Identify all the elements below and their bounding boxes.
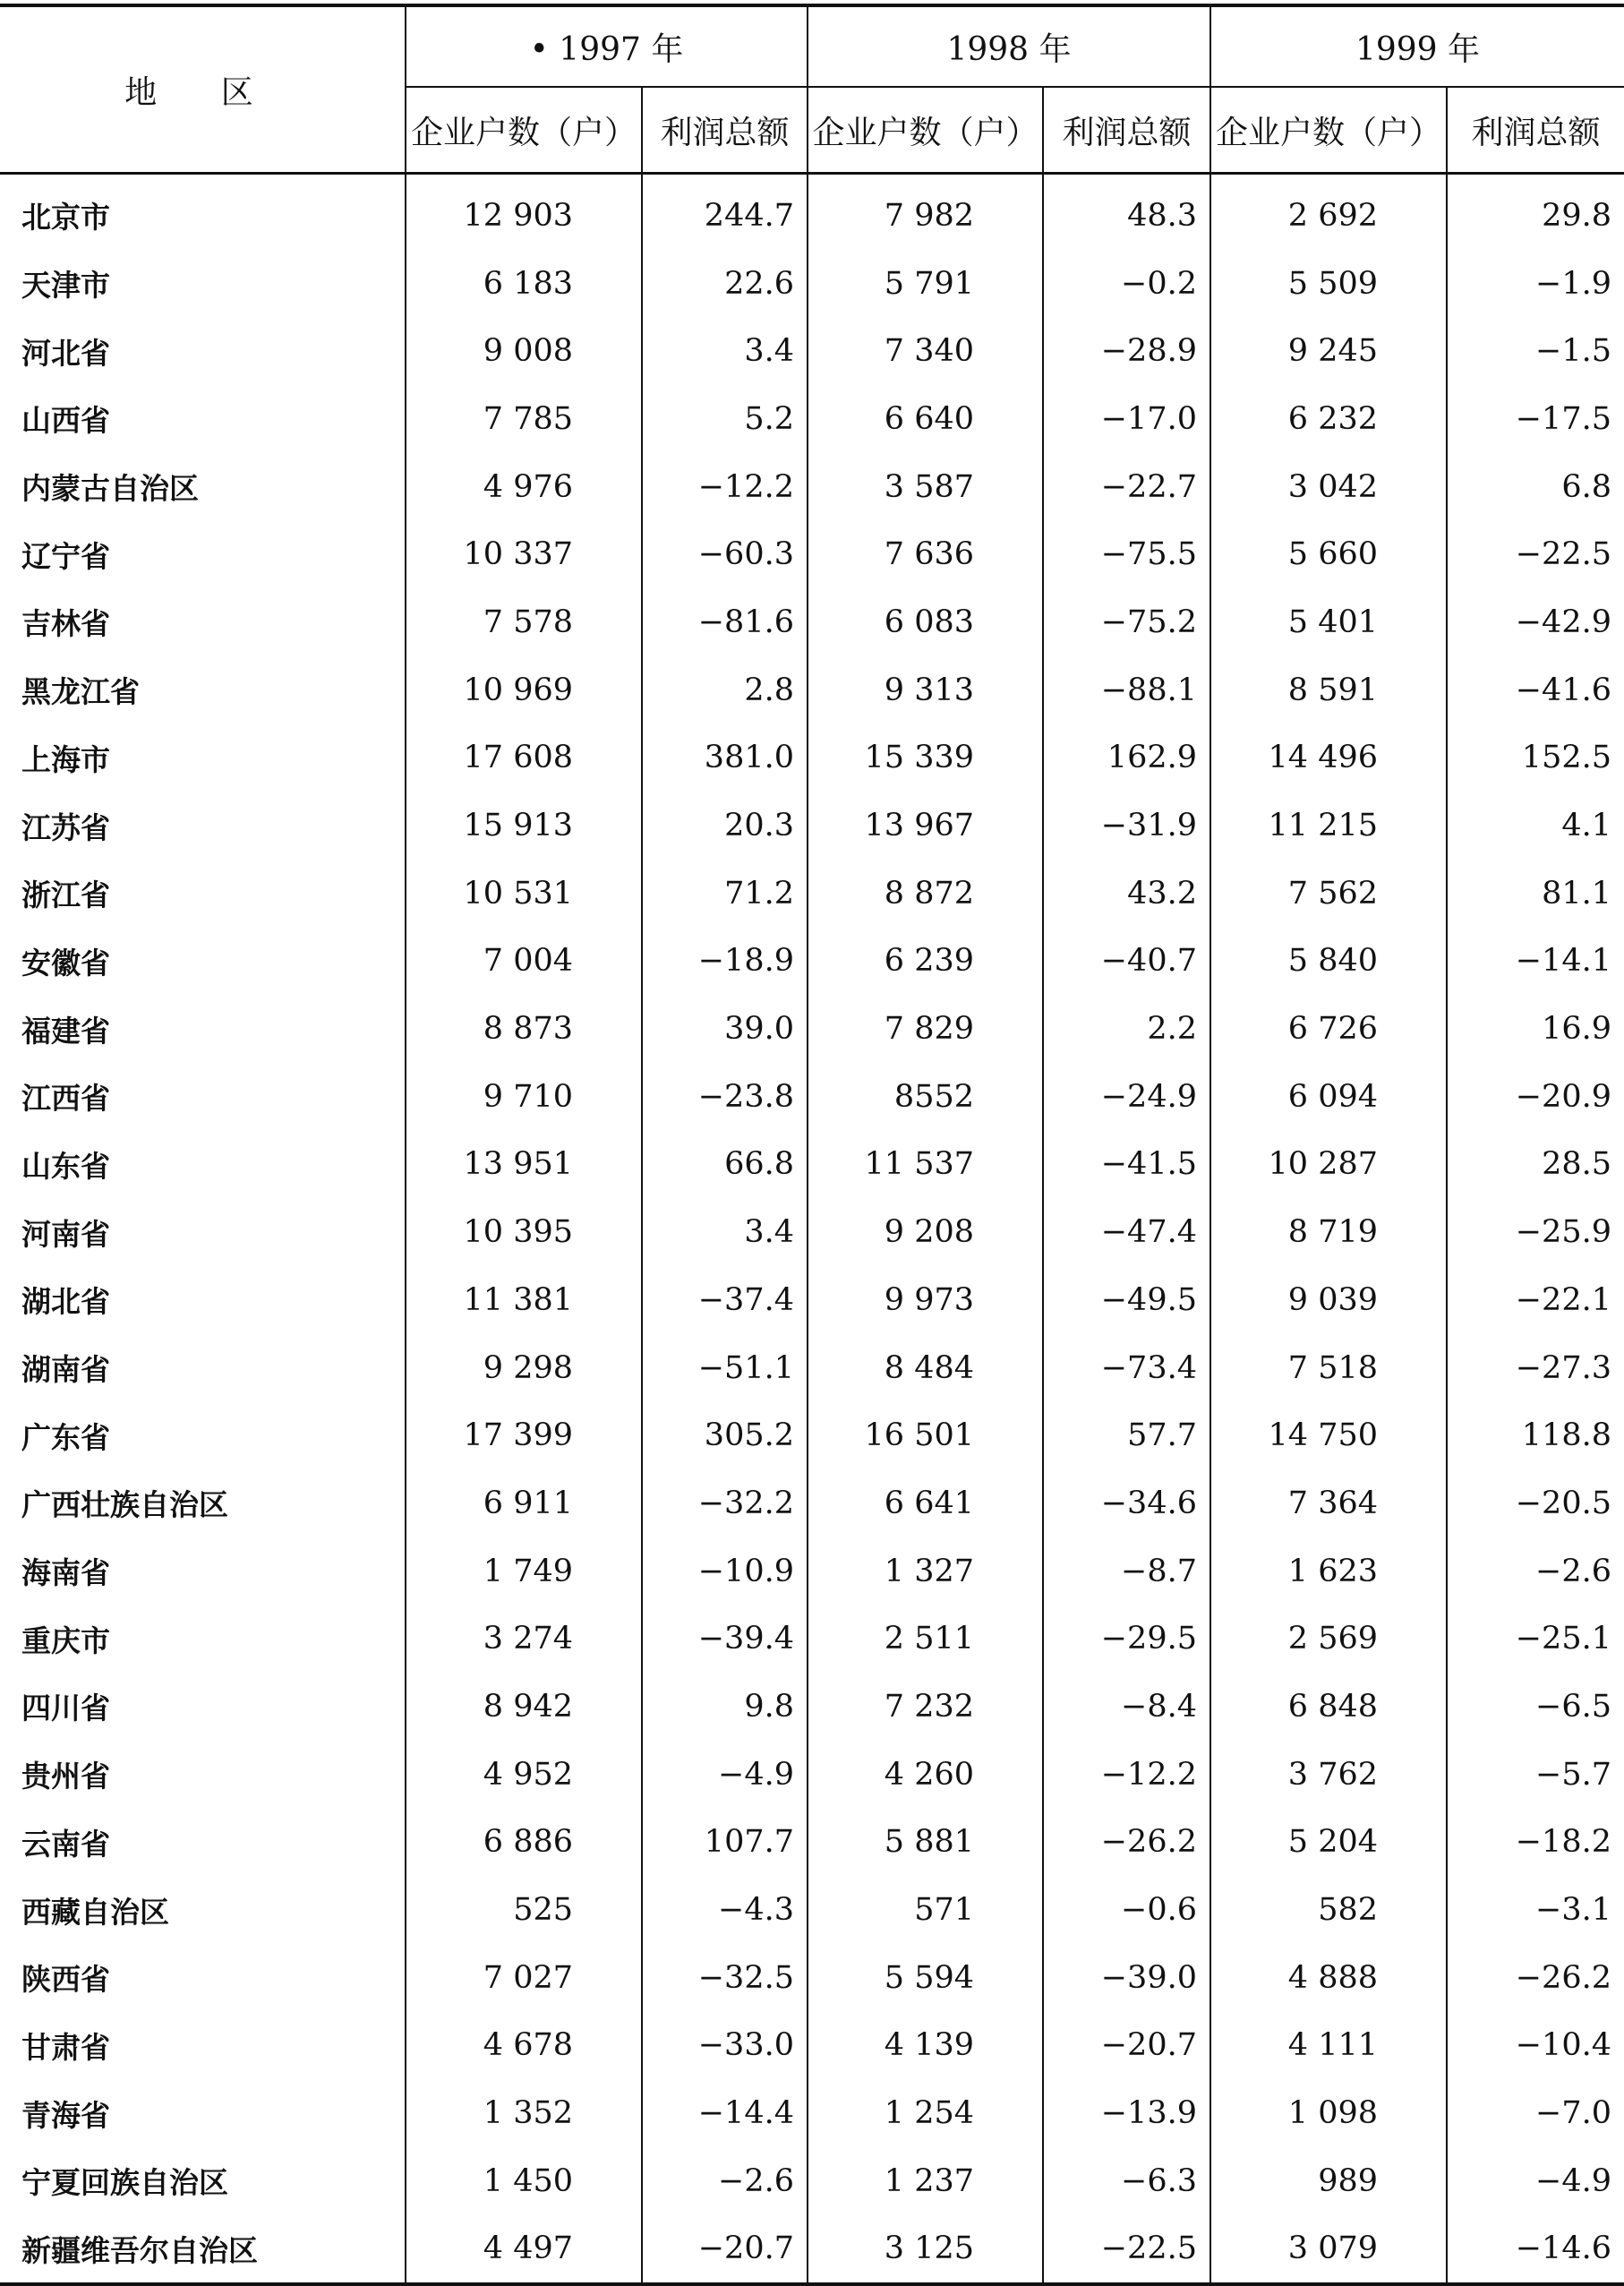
profit-1998-cell: −88.1 — [1043, 656, 1210, 724]
profit-1998-cell: −17.0 — [1043, 385, 1210, 453]
region-name-cell: 海南省 — [21, 1555, 110, 1591]
profit-1997-cell: 71.2 — [642, 860, 808, 928]
region-name-cell: 宁夏回族自治区 — [21, 2165, 228, 2201]
region-name-cell: 浙江省 — [21, 878, 110, 913]
profit-1999-cell: −1.5 — [1447, 317, 1624, 385]
count-1999-cell: 9 245 — [1210, 317, 1447, 385]
profit-1998-cell: 57.7 — [1043, 1401, 1210, 1469]
region-name-cell: 安徽省 — [21, 945, 110, 980]
profit-1997-cell: −12.2 — [642, 453, 808, 521]
count-1999-cell: 2 692 — [1210, 174, 1447, 250]
count-1997-cell: 7 027 — [406, 1944, 642, 2012]
table-row — [0, 1131, 1624, 1199]
region-name-cell: 辽宁省 — [21, 538, 110, 574]
count-1998-cell: 7 982 — [808, 174, 1043, 250]
count-1997-cell: 17 608 — [406, 724, 642, 792]
profit-1998-cell: −8.4 — [1043, 1673, 1210, 1741]
profit-1998-cell: −40.7 — [1043, 928, 1210, 996]
count-1997-cell: 1 352 — [406, 2079, 642, 2147]
table-row — [0, 1809, 1624, 1877]
profit-1999-cell: −2.6 — [1447, 1537, 1624, 1605]
profit-1999-cell: −18.2 — [1447, 1809, 1624, 1877]
profit-1997-cell: −18.9 — [642, 928, 808, 996]
profit-1999-cell: −14.1 — [1447, 928, 1624, 996]
count-1997-cell: 9 298 — [406, 1334, 642, 1402]
region-header: 地 区 — [0, 5, 406, 174]
profit-1999-cell: 118.8 — [1447, 1401, 1624, 1469]
count-1998-cell: 5 594 — [808, 1944, 1043, 2012]
table-row — [0, 2147, 1624, 2215]
profit-1997-cell: −39.4 — [642, 1605, 808, 1673]
profit-1999-cell: −22.1 — [1447, 1266, 1624, 1334]
profit-1999-cell: 152.5 — [1447, 724, 1624, 792]
table-row — [0, 1741, 1624, 1809]
count-1998-cell: 16 501 — [808, 1401, 1043, 1469]
year-header-1997: • 1997 年 — [406, 5, 808, 87]
count-1997-cell: 6 911 — [406, 1469, 642, 1537]
count-header: 企业户数（户） — [808, 87, 1043, 174]
profit-1999-cell: 29.8 — [1447, 174, 1624, 250]
profit-1997-cell: 244.7 — [642, 174, 808, 250]
table-row — [0, 317, 1624, 385]
profit-1998-cell: −24.9 — [1043, 1063, 1210, 1131]
table-row — [0, 995, 1624, 1063]
region-name-cell: 内蒙古自治区 — [21, 471, 199, 507]
profit-1997-cell: −10.9 — [642, 1537, 808, 1605]
count-1999-cell: 5 509 — [1210, 250, 1447, 318]
count-1997-cell: 10 337 — [406, 520, 642, 588]
count-1999-cell: 6 848 — [1210, 1673, 1447, 1741]
count-1998-cell: 4 260 — [808, 1741, 1043, 1809]
count-1999-cell: 8 591 — [1210, 656, 1447, 724]
count-1997-cell: 7 785 — [406, 385, 642, 453]
count-1998-cell: 1 327 — [808, 1537, 1043, 1605]
profit-1997-cell: −23.8 — [642, 1063, 808, 1131]
profit-1998-cell: −39.0 — [1043, 1944, 1210, 2012]
profit-1998-cell: −34.6 — [1043, 1469, 1210, 1537]
count-1998-cell: 3 125 — [808, 2215, 1043, 2285]
count-1998-cell: 8552 — [808, 1063, 1043, 1131]
profit-1998-cell: −75.5 — [1043, 520, 1210, 588]
profit-1997-cell: 3.4 — [642, 1198, 808, 1266]
profit-1998-cell: 162.9 — [1043, 724, 1210, 792]
profit-1998-cell: −8.7 — [1043, 1537, 1210, 1605]
count-1997-cell: 525 — [406, 1876, 642, 1944]
count-1998-cell: 13 967 — [808, 792, 1043, 860]
count-1997-cell: 8 942 — [406, 1673, 642, 1741]
count-1997-cell: 12 903 — [406, 174, 642, 250]
count-1999-cell: 7 364 — [1210, 1469, 1447, 1537]
region-name-cell: 青海省 — [21, 2097, 110, 2133]
region-name-cell: 河南省 — [21, 1216, 110, 1252]
count-1999-cell: 1 623 — [1210, 1537, 1447, 1605]
region-name-cell: 山东省 — [21, 1148, 110, 1184]
profit-1997-cell: 381.0 — [642, 724, 808, 792]
profit-1998-cell: −22.5 — [1043, 2215, 1210, 2285]
profit-1997-cell: −4.9 — [642, 1741, 808, 1809]
count-1998-cell: 5 791 — [808, 250, 1043, 318]
profit-1997-cell: −20.7 — [642, 2215, 808, 2285]
count-header: 企业户数（户） — [1210, 87, 1447, 174]
profit-1999-cell: −6.5 — [1447, 1673, 1624, 1741]
region-name-cell: 新疆维吾尔自治区 — [0, 2215, 406, 2285]
profit-1999-cell: 6.8 — [1447, 453, 1624, 521]
profit-1998-cell: −26.2 — [1043, 1809, 1210, 1877]
profit-1997-cell: 9.8 — [642, 1673, 808, 1741]
count-1997-cell: 15 913 — [406, 792, 642, 860]
count-1998-cell: 7 829 — [808, 995, 1043, 1063]
table-row — [0, 1537, 1624, 1605]
count-1998-cell: 6 239 — [808, 928, 1043, 996]
profit-1999-cell: −4.9 — [1447, 2147, 1624, 2215]
profit-1999-cell: −5.7 — [1447, 1741, 1624, 1809]
table-row — [0, 724, 1624, 792]
count-1998-cell: 6 640 — [808, 385, 1043, 453]
profit-1999-cell: −1.9 — [1447, 250, 1624, 318]
count-1998-cell: 11 537 — [808, 1131, 1043, 1199]
region-name-cell: 广西壮族自治区 — [21, 1487, 228, 1523]
profit-1997-cell: 22.6 — [642, 250, 808, 318]
profit-1998-cell: −41.5 — [1043, 1131, 1210, 1199]
region-name-cell: 山西省 — [21, 403, 110, 439]
count-1999-cell: 5 660 — [1210, 520, 1447, 588]
profit-1999-cell: −25.1 — [1447, 1605, 1624, 1673]
count-1997-cell: 1 450 — [406, 2147, 642, 2215]
count-1999-cell: 7 562 — [1210, 860, 1447, 928]
profit-1997-cell: −81.6 — [642, 588, 808, 656]
table-row — [0, 385, 1624, 453]
profit-1998-cell: −22.7 — [1043, 453, 1210, 521]
table-row — [0, 1944, 1624, 2012]
profit-1999-cell: −17.5 — [1447, 385, 1624, 453]
region-name-cell: 湖北省 — [21, 1284, 110, 1320]
profit-1998-cell: −13.9 — [1043, 2079, 1210, 2147]
count-1998-cell: 2 511 — [808, 1605, 1043, 1673]
profit-1998-cell: −73.4 — [1043, 1334, 1210, 1402]
count-1999-cell: 5 401 — [1210, 588, 1447, 656]
profit-1998-cell: −49.5 — [1043, 1266, 1210, 1334]
count-1997-cell: 17 399 — [406, 1401, 642, 1469]
count-1997-cell: 8 873 — [406, 995, 642, 1063]
profit-1997-cell: −14.4 — [642, 2079, 808, 2147]
count-1997-cell: 4 976 — [406, 453, 642, 521]
count-1997-cell: 3 274 — [406, 1605, 642, 1673]
profit-1997-cell: 305.2 — [642, 1401, 808, 1469]
profit-1998-cell: −75.2 — [1043, 588, 1210, 656]
profit-1999-cell: 4.1 — [1447, 792, 1624, 860]
table-row — [0, 1876, 1624, 1944]
count-1998-cell: 7 340 — [808, 317, 1043, 385]
profit-1999-cell: −22.5 — [1447, 520, 1624, 588]
region-name-cell: 陕西省 — [21, 1962, 110, 1998]
profit-1998-cell: −0.6 — [1043, 1876, 1210, 1944]
count-1998-cell: 7 232 — [808, 1673, 1043, 1741]
profit-header: 利润总额 — [642, 87, 808, 174]
count-1999-cell: 7 518 — [1210, 1334, 1447, 1402]
profit-1999-cell: −7.0 — [1447, 2079, 1624, 2147]
count-1999-cell: 6 726 — [1210, 995, 1447, 1063]
count-1999-cell: 9 039 — [1210, 1266, 1447, 1334]
count-1998-cell: 5 881 — [808, 1809, 1043, 1877]
profit-1999-cell: 28.5 — [1447, 1131, 1624, 1199]
count-1999-cell: 14 750 — [1210, 1401, 1447, 1469]
profit-1998-cell: −47.4 — [1043, 1198, 1210, 1266]
region-name-cell: 福建省 — [21, 1013, 110, 1049]
profit-1997-cell: 66.8 — [642, 1131, 808, 1199]
table-row — [0, 520, 1624, 588]
table-row — [0, 1469, 1624, 1537]
table-row — [0, 1673, 1624, 1741]
count-1998-cell: 8 484 — [808, 1334, 1043, 1402]
table-row — [0, 1605, 1624, 1673]
count-1997-cell: 4 952 — [406, 1741, 642, 1809]
count-1999-cell: 6 094 — [1210, 1063, 1447, 1131]
year-header-1998: 1998 年 — [808, 5, 1210, 87]
profit-1999-cell: −27.3 — [1447, 1334, 1624, 1402]
table-row — [0, 250, 1624, 318]
profit-1999-cell: −20.5 — [1447, 1469, 1624, 1537]
table-row — [0, 1063, 1624, 1131]
count-1998-cell: 4 139 — [808, 2012, 1043, 2080]
region-name-cell: 西藏自治区 — [21, 1894, 169, 1930]
profit-1999-cell: 16.9 — [1447, 995, 1624, 1063]
profit-1997-cell: −33.0 — [642, 2012, 808, 2080]
profit-1997-cell: 3.4 — [642, 317, 808, 385]
count-1999-cell: 3 762 — [1210, 1741, 1447, 1809]
profit-1998-cell: 2.2 — [1043, 995, 1210, 1063]
profit-1999-cell: −3.1 — [1447, 1876, 1624, 1944]
region-name-cell: 云南省 — [21, 1826, 110, 1862]
count-1997-cell: 7 578 — [406, 588, 642, 656]
profit-1999-cell: 81.1 — [1447, 860, 1624, 928]
profit-1999-cell: −10.4 — [1447, 2012, 1624, 2080]
count-1999-cell: 11 215 — [1210, 792, 1447, 860]
count-1997-cell: 9 710 — [406, 1063, 642, 1131]
profit-1998-cell: −6.3 — [1043, 2147, 1210, 2215]
profit-1997-cell: 2.8 — [642, 656, 808, 724]
table-body — [0, 174, 1624, 2285]
region-name-cell: 河北省 — [21, 335, 110, 371]
region-name-cell: 黑龙江省 — [21, 674, 140, 710]
count-1999-cell: 4 888 — [1210, 1944, 1447, 2012]
profit-1999-cell: −41.6 — [1447, 656, 1624, 724]
region-name-cell: 天津市 — [21, 268, 110, 304]
profit-1998-cell: −28.9 — [1043, 317, 1210, 385]
count-1997-cell: 10 969 — [406, 656, 642, 724]
profit-1997-cell: −32.2 — [642, 1469, 808, 1537]
count-1998-cell: 8 872 — [808, 860, 1043, 928]
profit-1999-cell: −25.9 — [1447, 1198, 1624, 1266]
table-row — [0, 1334, 1624, 1402]
profit-1997-cell: −60.3 — [642, 520, 808, 588]
table-row — [0, 860, 1624, 928]
profit-1997-cell: 39.0 — [642, 995, 808, 1063]
count-1999-cell: 3 042 — [1210, 453, 1447, 521]
count-1998-cell: 6 641 — [808, 1469, 1043, 1537]
table-row — [0, 656, 1624, 724]
count-1999-cell: 5 840 — [1210, 928, 1447, 996]
region-name-cell: 江苏省 — [21, 809, 110, 845]
table-row — [0, 2012, 1624, 2080]
profit-1999-cell: −42.9 — [1447, 588, 1624, 656]
profit-1998-cell: 43.2 — [1043, 860, 1210, 928]
enterprise-profit-table — [0, 4, 1624, 2286]
count-1998-cell: 571 — [808, 1876, 1043, 1944]
table-row — [0, 2079, 1624, 2147]
region-name-cell: 江西省 — [21, 1081, 110, 1117]
count-1999-cell: 8 719 — [1210, 1198, 1447, 1266]
count-1997-cell: 1 749 — [406, 1537, 642, 1605]
profit-1997-cell: 20.3 — [642, 792, 808, 860]
count-1998-cell: 1 254 — [808, 2079, 1043, 2147]
count-1998-cell: 9 313 — [808, 656, 1043, 724]
profit-1999-cell: −20.9 — [1447, 1063, 1624, 1131]
region-name-cell: 甘肃省 — [21, 2029, 110, 2065]
table-row — [0, 1198, 1624, 1266]
profit-1997-cell: 107.7 — [642, 1809, 808, 1877]
count-1999-cell: 4 111 — [1210, 2012, 1447, 2080]
table-row — [0, 174, 1624, 250]
region-name-cell: 湖南省 — [21, 1352, 110, 1388]
count-1997-cell: 7 004 — [406, 928, 642, 996]
count-1999-cell: 1 098 — [1210, 2079, 1447, 2147]
header-row-years — [0, 5, 1624, 87]
profit-header: 利润总额 — [1043, 87, 1210, 174]
region-name-cell: 贵州省 — [21, 1759, 110, 1794]
count-1998-cell: 3 587 — [808, 453, 1043, 521]
table-row — [0, 1401, 1624, 1469]
count-1997-cell: 10 395 — [406, 1198, 642, 1266]
table-row — [0, 1266, 1624, 1334]
count-1999-cell: 10 287 — [1210, 1131, 1447, 1199]
profit-1998-cell: 48.3 — [1043, 174, 1210, 250]
profit-1998-cell: −20.7 — [1043, 2012, 1210, 2080]
region-name-cell: 北京市 — [21, 200, 110, 235]
count-header: 企业户数（户） — [406, 87, 642, 174]
profit-1997-cell: −37.4 — [642, 1266, 808, 1334]
profit-1999-cell: −26.2 — [1447, 1944, 1624, 2012]
count-1999-cell: 6 232 — [1210, 385, 1447, 453]
count-1999-cell: 989 — [1210, 2147, 1447, 2215]
profit-1997-cell: −32.5 — [642, 1944, 808, 2012]
profit-1999-cell: −14.6 — [1447, 2215, 1624, 2285]
count-1997-cell: 6 183 — [406, 250, 642, 318]
count-1999-cell: 14 496 — [1210, 724, 1447, 792]
table-row — [0, 588, 1624, 656]
profit-header: 利润总额 — [1447, 87, 1624, 174]
region-name-cell: 四川省 — [21, 1691, 110, 1726]
table-row — [0, 453, 1624, 521]
count-1998-cell: 15 339 — [808, 724, 1043, 792]
count-1998-cell: 7 636 — [808, 520, 1043, 588]
count-1997-cell: 4 678 — [406, 2012, 642, 2080]
region-name-cell: 吉林省 — [21, 606, 110, 642]
table-row — [0, 928, 1624, 996]
profit-1998-cell: −12.2 — [1043, 1741, 1210, 1809]
region-name-cell: 广东省 — [21, 1419, 110, 1455]
profit-1998-cell: −31.9 — [1043, 792, 1210, 860]
count-1997-cell: 4 497 — [406, 2215, 642, 2285]
count-1997-cell: 11 381 — [406, 1266, 642, 1334]
profit-1998-cell: −29.5 — [1043, 1605, 1210, 1673]
count-1997-cell: 10 531 — [406, 860, 642, 928]
profit-1997-cell: −2.6 — [642, 2147, 808, 2215]
count-1999-cell: 3 079 — [1210, 2215, 1447, 2285]
profit-1998-cell: −0.2 — [1043, 250, 1210, 318]
year-header-1999: 1999 年 — [1210, 5, 1624, 87]
table-row — [0, 792, 1624, 860]
count-1997-cell: 13 951 — [406, 1131, 642, 1199]
count-1997-cell: 9 008 — [406, 317, 642, 385]
count-1999-cell: 5 204 — [1210, 1809, 1447, 1877]
count-1997-cell: 6 886 — [406, 1809, 642, 1877]
count-1999-cell: 2 569 — [1210, 1605, 1447, 1673]
count-1998-cell: 9 208 — [808, 1198, 1043, 1266]
region-name-cell: 上海市 — [21, 741, 110, 777]
profit-1997-cell: −51.1 — [642, 1334, 808, 1402]
count-1998-cell: 6 083 — [808, 588, 1043, 656]
profit-1997-cell: −4.3 — [642, 1876, 808, 1944]
profit-1997-cell: 5.2 — [642, 385, 808, 453]
count-1998-cell: 9 973 — [808, 1266, 1043, 1334]
count-1998-cell: 1 237 — [808, 2147, 1043, 2215]
region-name-cell: 重庆市 — [21, 1622, 110, 1658]
count-1999-cell: 582 — [1210, 1876, 1447, 1944]
